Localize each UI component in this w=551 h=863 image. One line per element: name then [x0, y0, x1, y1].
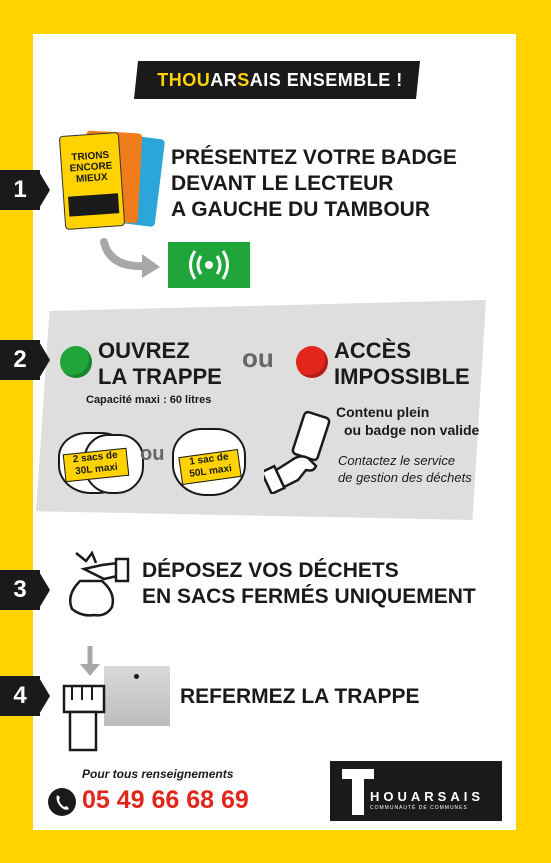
bag1-label: 2 sacs de 30L maxi — [63, 448, 130, 483]
step-4-number: 4 — [0, 676, 48, 716]
badge-cards-icon: TRIONS ENCORE MIEUX — [56, 128, 164, 232]
step-3-text: DÉPOSEZ VOS DÉCHETS EN SACS FERMÉS UNIQUEMENT — [142, 559, 476, 608]
banner-title: THOUARSAIS ENSEMBLE ! — [157, 70, 403, 90]
step-3-number: 3 — [0, 570, 48, 610]
step-1-text: PRÉSENTEZ VOTRE BADGE DEVANT LE LECTEUR A GAUCHE DU TAMBOUR — [171, 146, 457, 221]
reader-signal-icon — [168, 242, 250, 288]
phone-icon — [48, 788, 76, 816]
step-4-text: REFERMEZ LA TRAPPE — [180, 685, 420, 708]
thouarsais-logo: HOUARSAIS COMMUNAUTÉ DE COMMUNES — [330, 761, 502, 821]
phone-number[interactable]: 05 49 66 68 69 — [82, 786, 249, 814]
curved-arrow-icon — [96, 236, 166, 280]
capacity-text: Capacité maxi : 60 litres — [86, 394, 212, 406]
phone-hand-icon — [264, 410, 340, 494]
red-light-icon — [296, 346, 328, 378]
hatch-close-icon — [56, 642, 118, 756]
step-1-number: 1 — [0, 170, 48, 210]
step-2-ou-center: ou — [242, 343, 274, 373]
green-light-icon — [60, 346, 92, 378]
step-2-impossible-text: ACCÈS IMPOSSIBLE — [334, 338, 470, 389]
step-2-number: 2 — [0, 340, 48, 380]
bag-in-hand-icon — [62, 545, 132, 619]
contact-text: Contactez le service de gestion des déchets — [338, 453, 472, 485]
step-2-ou-bags: ou — [140, 443, 165, 465]
bag2-label: 1 sac de 50L maxi — [178, 449, 241, 485]
contenu-text: Contenu plein ou badge non valide — [336, 404, 480, 438]
info-label: Pour tous renseignements — [82, 767, 234, 781]
step-2-open-text: OUVREZ LA TRAPPE — [98, 338, 222, 389]
